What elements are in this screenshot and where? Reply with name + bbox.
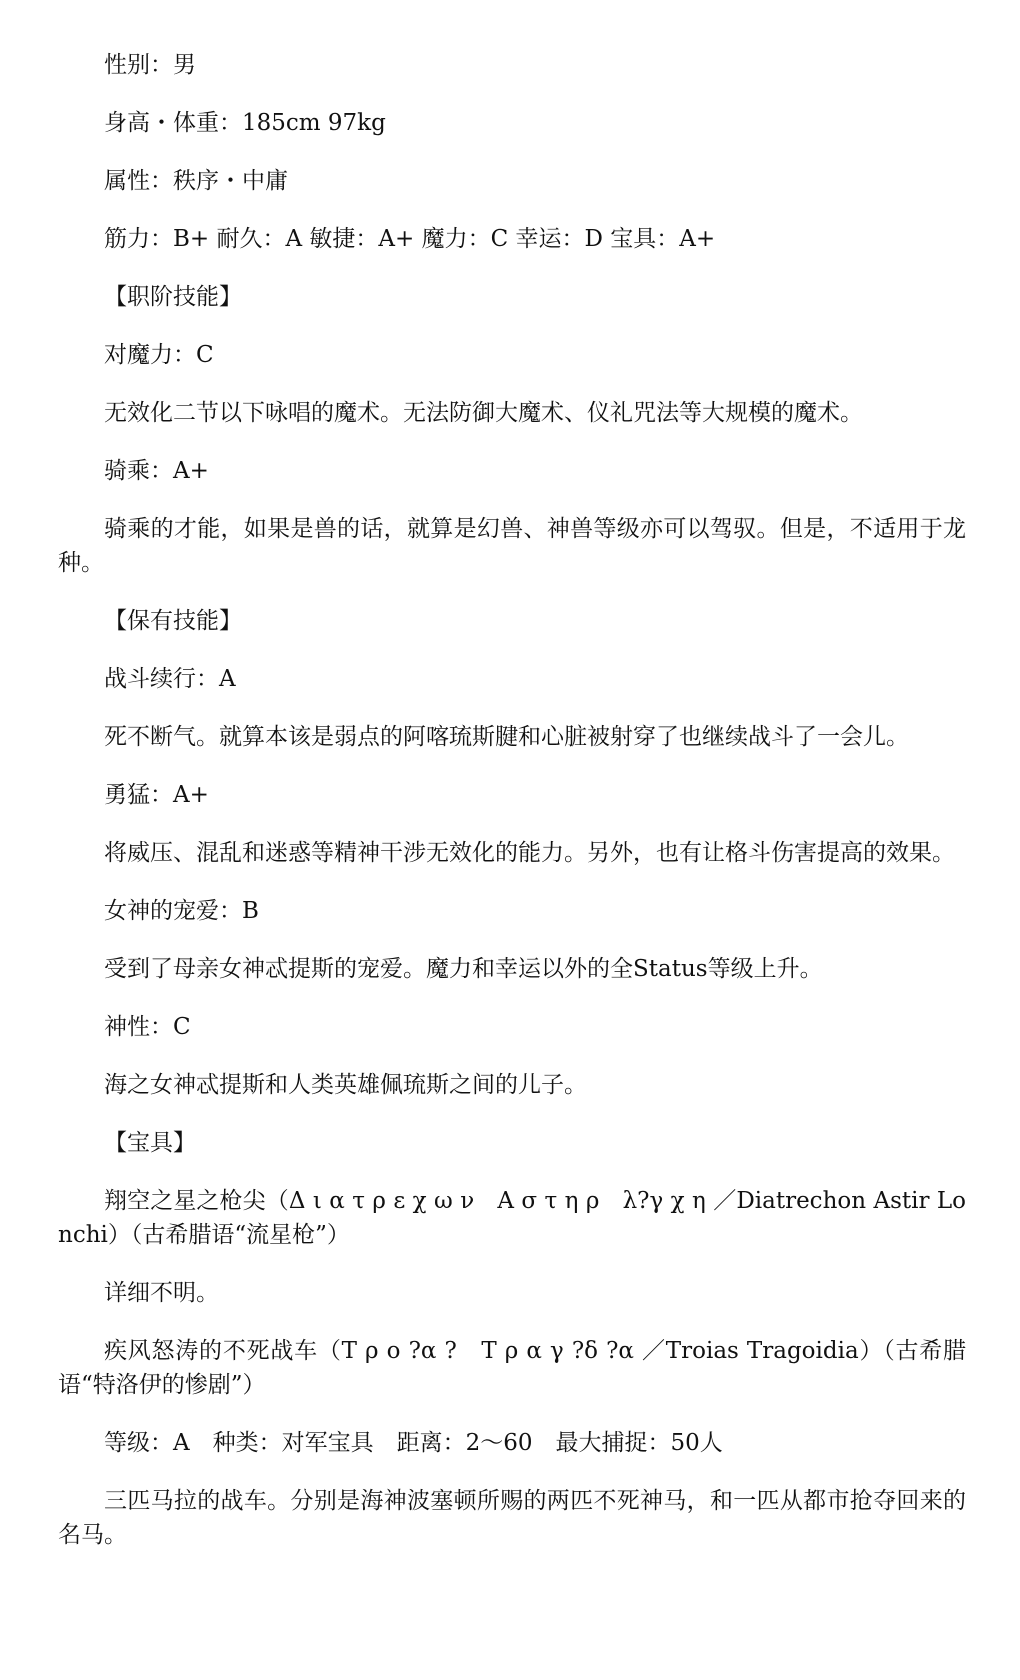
noble-phantasm-chariot-stats: 等级：A 种类：对军宝具 距离：2～60 最大捕捉：50人	[104, 1430, 723, 1456]
class-skills-heading: 【职阶技能】	[104, 284, 242, 310]
alignment-line: 属性：秩序・中庸	[104, 168, 288, 194]
skill-riding: 骑乘：A+	[104, 458, 209, 484]
noble-phantasm-chariot-desc: 三匹马拉的战车。分别是海神波塞顿所赐的两匹不死神马，和一匹从都市抢夺回来的名马。	[58, 1488, 966, 1548]
skill-goddess-favor: 女神的宠爱：B	[104, 898, 259, 924]
skill-bravery-desc: 将威压、混乱和迷惑等精神干涉无效化的能力。另外，也有让格斗伤害提高的效果。	[104, 840, 955, 866]
gender-line: 性别：男	[104, 52, 196, 78]
skill-magic-resistance: 对魔力：C	[104, 342, 214, 368]
skill-battle-continuation: 战斗续行：A	[104, 666, 236, 692]
noble-phantasm-spear: 翔空之星之枪尖（Δ ι α τ ρ ε χ ω ν Α σ τ η ρ λ?γ χ η ／Diatrechon Astir Lonchi）（古希腊语“流星枪”）	[58, 1188, 966, 1248]
personal-skills-heading: 【保有技能】	[104, 608, 242, 634]
noble-phantasm-heading: 【宝具】	[104, 1130, 196, 1156]
parameters-line: 筋力：B+ 耐久：A 敏捷：A+ 魔力：C 幸运：D 宝具：A+	[104, 226, 716, 252]
skill-divinity-desc: 海之女神忒提斯和人类英雄佩琉斯之间的儿子。	[104, 1072, 587, 1098]
skill-magic-resistance-desc: 无效化二节以下咏唱的魔术。无法防御大魔术、仪礼咒法等大规模的魔术。	[104, 400, 863, 426]
noble-phantasm-spear-desc: 详细不明。	[104, 1280, 219, 1306]
skill-goddess-favor-desc: 受到了母亲女神忒提斯的宠爱。魔力和幸运以外的全Status等级上升。	[104, 956, 823, 982]
height-weight-line: 身高・体重：185cm 97kg	[104, 110, 386, 136]
noble-phantasm-chariot: 疾风怒涛的不死战车（Τ ρ ο ?α ? Τ ρ α γ ?δ ?α ／Troias Tragoidia）（古希腊语“特洛伊的惨剧”）	[58, 1338, 966, 1398]
skill-riding-desc: 骑乘的才能，如果是兽的话，就算是幻兽、神兽等级亦可以驾驭。但是，不适用于龙种。	[58, 516, 966, 576]
skill-bravery: 勇猛：A+	[104, 782, 209, 808]
skill-divinity: 神性：C	[104, 1014, 191, 1040]
skill-battle-continuation-desc: 死不断气。就算本该是弱点的阿喀琉斯腱和心脏被射穿了也继续战斗了一会儿。	[104, 724, 909, 750]
